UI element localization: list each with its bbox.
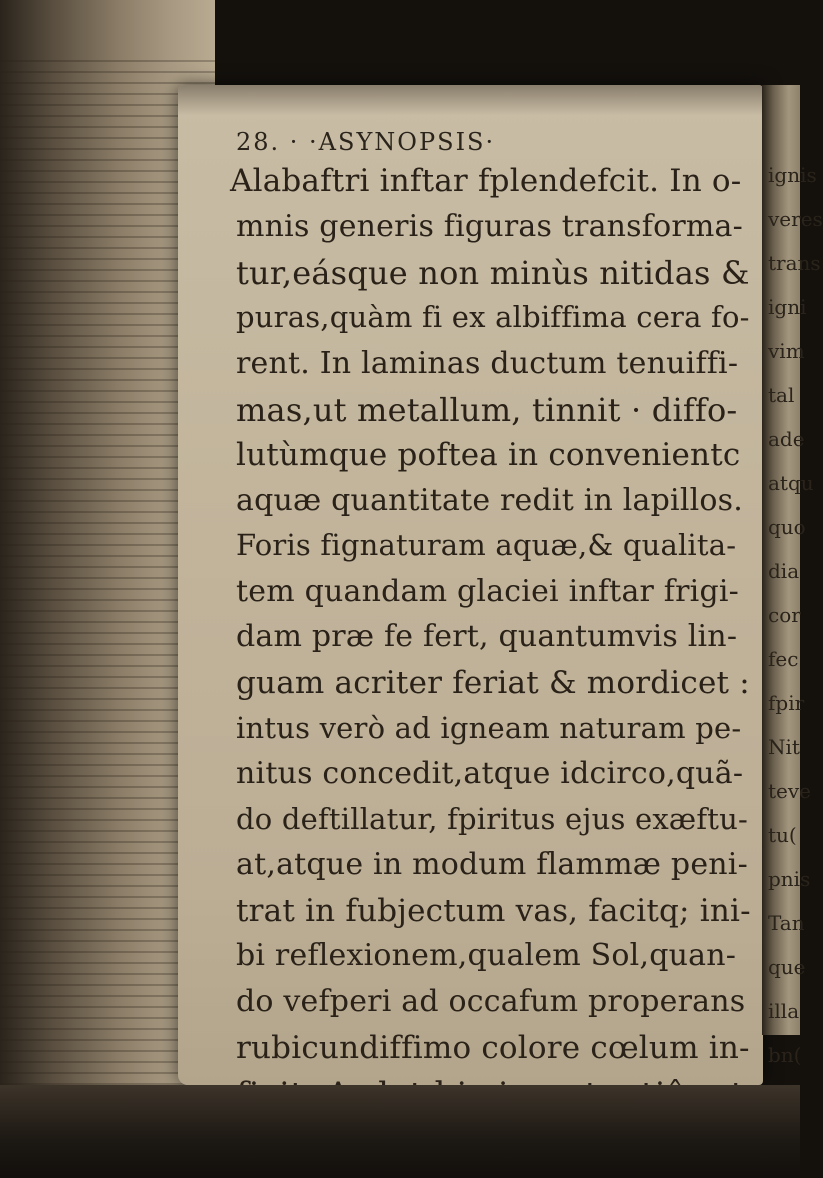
page-shadow: [178, 85, 763, 115]
text-line: lutùmque poftea in convenientc: [236, 437, 741, 473]
adjacent-text-fragment: dia: [768, 559, 800, 583]
text-line: do vefperi ad occafum properans: [236, 984, 746, 1019]
text-line: rubicundiffimo colore cœlum in-: [236, 1030, 750, 1066]
adjacent-text-fragment: que: [768, 955, 806, 979]
text-line: dam præ fe fert, quantumvis lin-: [236, 619, 738, 654]
text-line: Foris fignaturam aquæ,& qualita-: [236, 528, 737, 562]
text-line: at,atque in modum flammæ peni-: [236, 847, 748, 882]
adjacent-text-fragment: pnis: [768, 867, 811, 891]
adjacent-text-fragment: trans: [768, 251, 821, 275]
bottom-shadow: [0, 1085, 800, 1178]
adjacent-text-fragment: quo: [768, 515, 806, 539]
text-line: rent. In laminas ductum tenuiffi-: [236, 346, 739, 381]
text-line: tem quandam glaciei inftar frigi-: [236, 574, 739, 609]
adjacent-text-fragment: bn(: [768, 1043, 802, 1067]
adjacent-text-fragment: illa: [768, 999, 800, 1023]
adjacent-page: [762, 85, 823, 1067]
text-line: puras,quàm fi ex albiffima cera fo-: [236, 300, 750, 334]
adjacent-text-fragment: ignis: [768, 163, 817, 187]
text-line: bi reflexionem,qualem Sol,quan-: [236, 938, 737, 973]
adjacent-text-fragment: vim: [768, 339, 805, 363]
adjacent-text-fragment: tal: [768, 383, 795, 407]
adjacent-text-fragment: cor: [768, 603, 801, 627]
adjacent-text-fragment: teve: [768, 779, 812, 803]
text-line: mnis generis figuras transforma-: [236, 209, 743, 244]
adjacent-text-fragment: Nit: [768, 735, 800, 759]
text-line: tur,eásque non minùs nitidas &: [236, 254, 750, 292]
text-line: intus verò ad igneam naturam pe-: [236, 711, 742, 745]
text-line: aquæ quantitate redit in lapillos.: [236, 483, 744, 518]
adjacent-text-fragment: veres: [768, 207, 823, 231]
adjacent-text-fragment: Tan: [768, 911, 805, 935]
adjacent-text-fragment: ade: [768, 427, 805, 451]
text-line: trat in fubjectum vas, facitq; ini-: [236, 893, 751, 929]
adjacent-text-fragment: tu(: [768, 823, 797, 847]
adjacent-text-fragment: igni: [768, 295, 807, 319]
adjacent-text-fragment: atqu: [768, 471, 814, 495]
text-line: do deftillatur, fpiritus ejus exæftu-: [236, 802, 749, 836]
text-line: mas,ut metallum, tinnit · diffo-: [236, 391, 738, 429]
text-line: nitus concedit,atque idcirco,quã-: [236, 756, 744, 791]
running-header: 28. · ·ASYNOPSIS·: [236, 128, 496, 156]
text-line: Alabaftri inftar fplendefcit. In o-: [230, 163, 742, 199]
adjacent-text-fragment: fpir: [768, 691, 805, 715]
adjacent-text-fragment: fec: [768, 647, 799, 671]
text-line: guam acriter feriat & mordicet :: [236, 665, 750, 701]
